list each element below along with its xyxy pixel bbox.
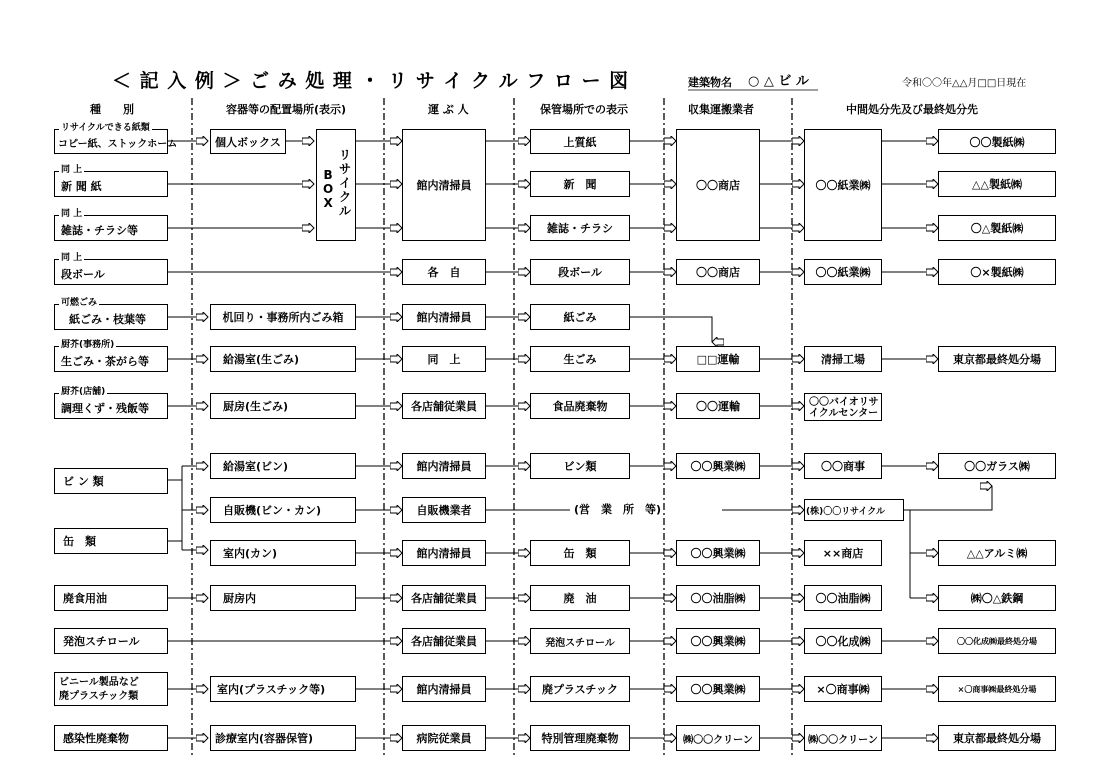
placement-clinic: 診療室内(容器保管) [210, 725, 356, 751]
recycle-box-char: サ [339, 162, 352, 176]
category-sub: 同 上 [61, 209, 83, 219]
final-paper-mill: 〇〇製紙㈱ [938, 129, 1056, 154]
category-sub: 同 上 [61, 253, 83, 263]
final-paper-mill: 〇×製紙㈱ [938, 259, 1056, 285]
category-main: 紙ごみ・枝葉等 [69, 312, 146, 326]
carrier-cleaning-staff: 館内清掃員 [402, 676, 486, 702]
storage-plastics: 廃プラスチック [530, 676, 630, 702]
category-main: 廃食用油 [63, 592, 107, 605]
carrier-store-staff: 各店舗従業員 [402, 585, 486, 611]
intermediate-paper-co: 〇〇紙業㈱ [804, 129, 882, 241]
storage-cardboard: 段ボール [530, 259, 630, 285]
placement-vending: 自販機(ビン・カン) [210, 497, 356, 523]
storage-newspaper: 新 聞 [530, 171, 630, 197]
placement-room-cans: 室内(カン) [210, 540, 356, 566]
collector-clean: ㈱〇〇クリーン [676, 725, 760, 751]
col-header-storage: 保管場所での表示 [540, 103, 628, 116]
final-landfill: 東京都最終処分場 [938, 346, 1056, 372]
bio-center-line1: 〇〇バイオリサ [809, 397, 879, 408]
placement-desk-bin: 机回り・事務所内ごみ箱 [210, 304, 356, 330]
collector-transport: □□運輸 [676, 346, 760, 372]
intermediate-shop: ××商店 [804, 540, 882, 566]
placement-kitchenette-bottles: 給湯室(ビン) [210, 453, 356, 479]
category-main: 発泡スチロール [63, 635, 140, 648]
col-header-type: 種 別 [90, 103, 134, 116]
col-header-placement: 容器等の配置場所(表示) [226, 103, 347, 116]
category-cooking-oil [54, 585, 168, 611]
final-paper-mill: △△製紙㈱ [938, 171, 1056, 197]
category-main: 段ボール [61, 267, 105, 281]
storage-food-scraps: 食品廃棄物 [530, 393, 630, 419]
category-cardboard [54, 253, 168, 285]
recycle-box-char: イ [339, 176, 352, 190]
placement-room-plastics: 室内(プラスチック等) [210, 676, 356, 702]
category-kitchen-store [54, 387, 168, 419]
category-bottles [54, 468, 168, 494]
category-styrofoam [54, 628, 168, 654]
date-label: 令和〇〇年△△月□□日現在 [902, 78, 1027, 89]
storage-food-waste: 生ごみ [530, 346, 630, 372]
category-main: 新 聞 紙 [61, 179, 102, 193]
carrier-cleaning-staff: 館内清掃員 [402, 304, 486, 330]
final-landfill: 東京都最終処分場 [938, 725, 1056, 751]
collector-industry: 〇〇興業㈱ [676, 628, 760, 654]
recycle-box [316, 129, 356, 241]
collector-industry: 〇〇興業㈱ [676, 453, 760, 479]
placement-personal-box: 個人ボックス [210, 129, 286, 154]
intermediate-recycle-co: (株)〇〇リサイクル [804, 499, 904, 521]
collector-industry: 〇〇興業㈱ [676, 676, 760, 702]
category-cans [54, 528, 168, 554]
recycle-box-char: リ [339, 148, 352, 162]
category-paper [54, 123, 178, 154]
final-glass: 〇〇ガラス㈱ [938, 453, 1056, 479]
intermediate-oil: 〇〇油脂㈱ [804, 585, 882, 611]
recycle-box-char: ル [339, 204, 352, 218]
category-newspaper [54, 165, 168, 197]
category-magazine [54, 209, 168, 241]
final-chemical-landfill: 〇〇化成㈱最終処分場 [938, 628, 1056, 654]
carrier-cleaning-staff: 館内清掃員 [402, 129, 486, 241]
final-steel: ㈱〇△鉄鋼 [938, 585, 1056, 611]
intermediate-trading: ×〇商事㈱ [804, 676, 882, 702]
storage-special-waste: 特別管理廃棄物 [530, 725, 630, 751]
placement-kitchen-inside: 厨房内 [210, 585, 356, 611]
collector-shop: 〇〇商店 [676, 259, 760, 285]
category-main: 雑誌・チラシ等 [61, 223, 138, 237]
category-line1: ビニール製品など [59, 677, 139, 688]
collector-shop: 〇〇商店 [676, 129, 760, 241]
category-sub: 厨芥(店舗) [61, 387, 106, 397]
category-line2: 廃プラスチック類 [59, 691, 139, 702]
col-header-disposal: 中間処分先及び最終処分先 [846, 103, 978, 116]
storage-office-note: (営 業 所 等) [574, 503, 662, 516]
building-label: 建築物名 [688, 76, 732, 89]
carrier-same: 同 上 [402, 346, 486, 372]
category-sub: 同 上 [61, 165, 83, 175]
category-main: 缶 類 [63, 535, 96, 548]
placement-kitchenette-food: 給湯室(生ごみ) [210, 346, 356, 372]
collector-transport: 〇〇運輸 [676, 393, 760, 419]
collector-industry: 〇〇興業㈱ [676, 540, 760, 566]
placement-kitchen-food: 厨房(生ごみ) [210, 393, 356, 419]
category-sub: リサイクルできる紙類 [61, 123, 150, 133]
category-main: 生ごみ・茶がら等 [61, 354, 149, 368]
carrier-store-staff: 各店舗従業員 [402, 628, 486, 654]
carrier-cleaning-staff: 館内清掃員 [402, 540, 486, 566]
intermediate-chemical: 〇〇化成㈱ [804, 628, 882, 654]
col-header-collector: 収集運搬業者 [688, 103, 754, 116]
carrier-each: 各 自 [402, 259, 486, 285]
page-title: ＜ 記 入 例 ＞ ご み 処 理 ・ リ サ イ ク ル フ ロ ー 図 [112, 70, 630, 92]
building-name: ○ △ ビ ル [748, 74, 809, 89]
collector-oil: 〇〇油脂㈱ [676, 585, 760, 611]
category-main: 調理くず・残飯等 [61, 401, 149, 415]
category-sub: 可燃ごみ [61, 298, 98, 308]
intermediate-incinerator: 清掃工場 [804, 346, 882, 372]
storage-paper-waste: 紙ごみ [530, 304, 630, 330]
storage-bottles: ビン類 [530, 453, 630, 479]
recycle-box-letter: B [323, 168, 333, 182]
storage-waste-oil: 廃 油 [530, 585, 630, 611]
storage-styrofoam: 発泡スチロール [530, 628, 630, 654]
category-combustible [54, 298, 168, 330]
final-trading-landfill: ×〇商事㈱最終処分場 [938, 676, 1056, 702]
intermediate-clean: ㈱〇〇クリーン [804, 725, 882, 751]
carrier-cleaning-staff: 館内清掃員 [402, 453, 486, 479]
col-header-carrier: 運 ぶ 人 [428, 103, 469, 116]
category-main: コピー紙、ストックホーム [58, 139, 178, 150]
intermediate-bio-center [804, 393, 882, 421]
category-sub: 厨芥(事務所) [61, 340, 115, 350]
bio-center-line2: イクルセンター [809, 408, 879, 419]
recycle-box-letter: O [323, 182, 334, 196]
category-main: ビ ン 類 [63, 475, 104, 488]
category-infectious [54, 725, 168, 751]
storage-magazine: 雑誌・チラシ [530, 215, 630, 241]
recycle-box-char: ク [339, 190, 352, 204]
storage-fine-paper: 上質紙 [530, 129, 630, 154]
carrier-hospital-staff: 病院従業員 [402, 725, 486, 751]
final-paper-mill: 〇△製紙㈱ [938, 215, 1056, 241]
carrier-vending-operator: 自販機業者 [402, 497, 486, 523]
category-main: 感染性廃棄物 [63, 732, 129, 745]
category-plastics [54, 672, 168, 706]
storage-cans: 缶 類 [530, 540, 630, 566]
intermediate-paper-co: 〇〇紙業㈱ [804, 259, 882, 285]
category-kitchen-office [54, 340, 168, 372]
carrier-store-staff: 各店舗従業員 [402, 393, 486, 419]
final-aluminum: △△アルミ㈱ [938, 540, 1056, 566]
recycle-box-letter: X [323, 196, 333, 210]
intermediate-trading: 〇〇商事 [804, 453, 882, 479]
